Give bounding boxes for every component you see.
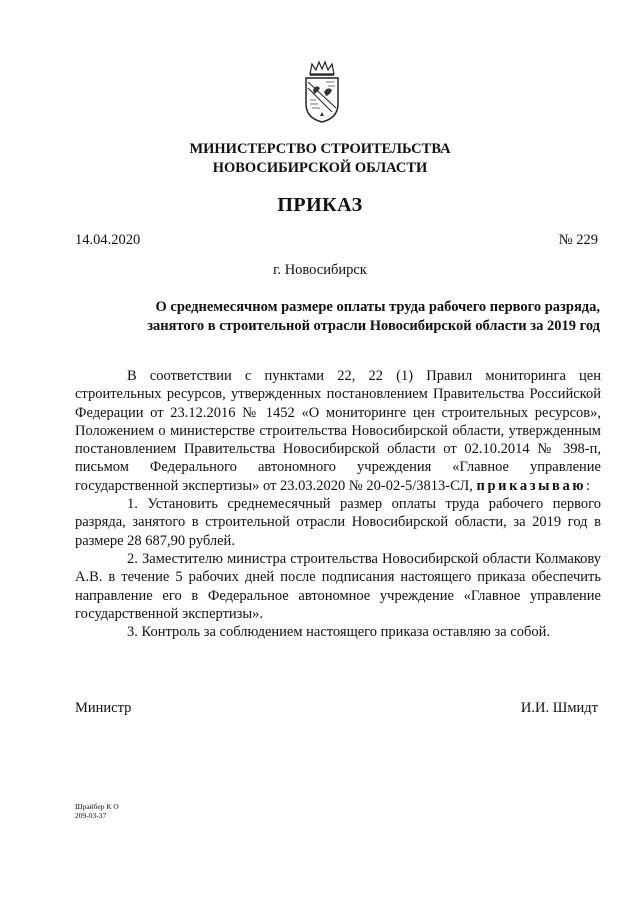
signer-name: И.И. Шмидт: [520, 700, 598, 716]
ministry-line-2: НОВОСИБИРСКОЙ ОБЛАСТИ: [212, 160, 428, 176]
order-date: 14.04.2020: [75, 232, 141, 248]
executor-phone: 209-03-37: [75, 811, 107, 820]
signer-title: Министр: [75, 700, 132, 716]
ministry-line-1: МИНИСТЕРСТВО СТРОИТЕЛЬСТВА: [189, 141, 451, 157]
order-body: [75, 367, 601, 641]
order-number: № 229: [558, 232, 598, 248]
subject-line-2: занятого в строительной отрасли Новосибирской области за 2019 год: [147, 318, 600, 334]
ministry-name: [0, 140, 640, 178]
novosibirsk-coat-of-arms-icon: [302, 60, 342, 124]
order-colon: :: [586, 477, 591, 494]
order-city: г. Новосибирск: [273, 262, 367, 278]
document-type: ПРИКАЗ: [277, 194, 363, 216]
order-subject: [75, 298, 600, 336]
preamble-text: В соответствии с пунктами 22, 22 (1) Правил мониторинга цен строительных ресурсов, утвержденных постановлением Правительства Российской Федерации от 23.12.2016 № 1452 «О мониторинге цен строительных ресурсов», Положением о министерстве строительства Новосибирской области, утвержденным постановлением Правительства Новосибирской области от 02.10.2014 № 398-п, письмом Федерального автономного учреждения «Главное управление государственной экспертизы» от 23.03.2020 № 20-02-5/3813-СЛ,: [75, 368, 601, 494]
executor-name: Шрайбер К О: [75, 802, 119, 811]
executor-info: [75, 802, 119, 820]
order-item-1: 1. Установить среднемесячный размер оплаты труда рабочего первого разряда, занятого в строительной отрасли Новосибирской области, за 2019 год в размере 28 687,90 рублей.: [75, 496, 601, 549]
order-word: приказываю: [476, 477, 586, 494]
order-item-2: 2. Заместителю министра строительства Новосибирской области Колмакову А.В. в течение 5 рабочих дней после подписания настоящего приказа обеспечить направление его в Федеральное автономное учреждение «Главное управление государственной экспертизы».: [75, 550, 601, 622]
subject-line-1: О среднемесячном размере оплаты труда рабочего первого разряда,: [155, 299, 600, 315]
preamble-paragraph: [75, 367, 601, 495]
order-item-3: 3. Контроль за соблюдением настоящего приказа оставляю за собой.: [127, 624, 550, 641]
